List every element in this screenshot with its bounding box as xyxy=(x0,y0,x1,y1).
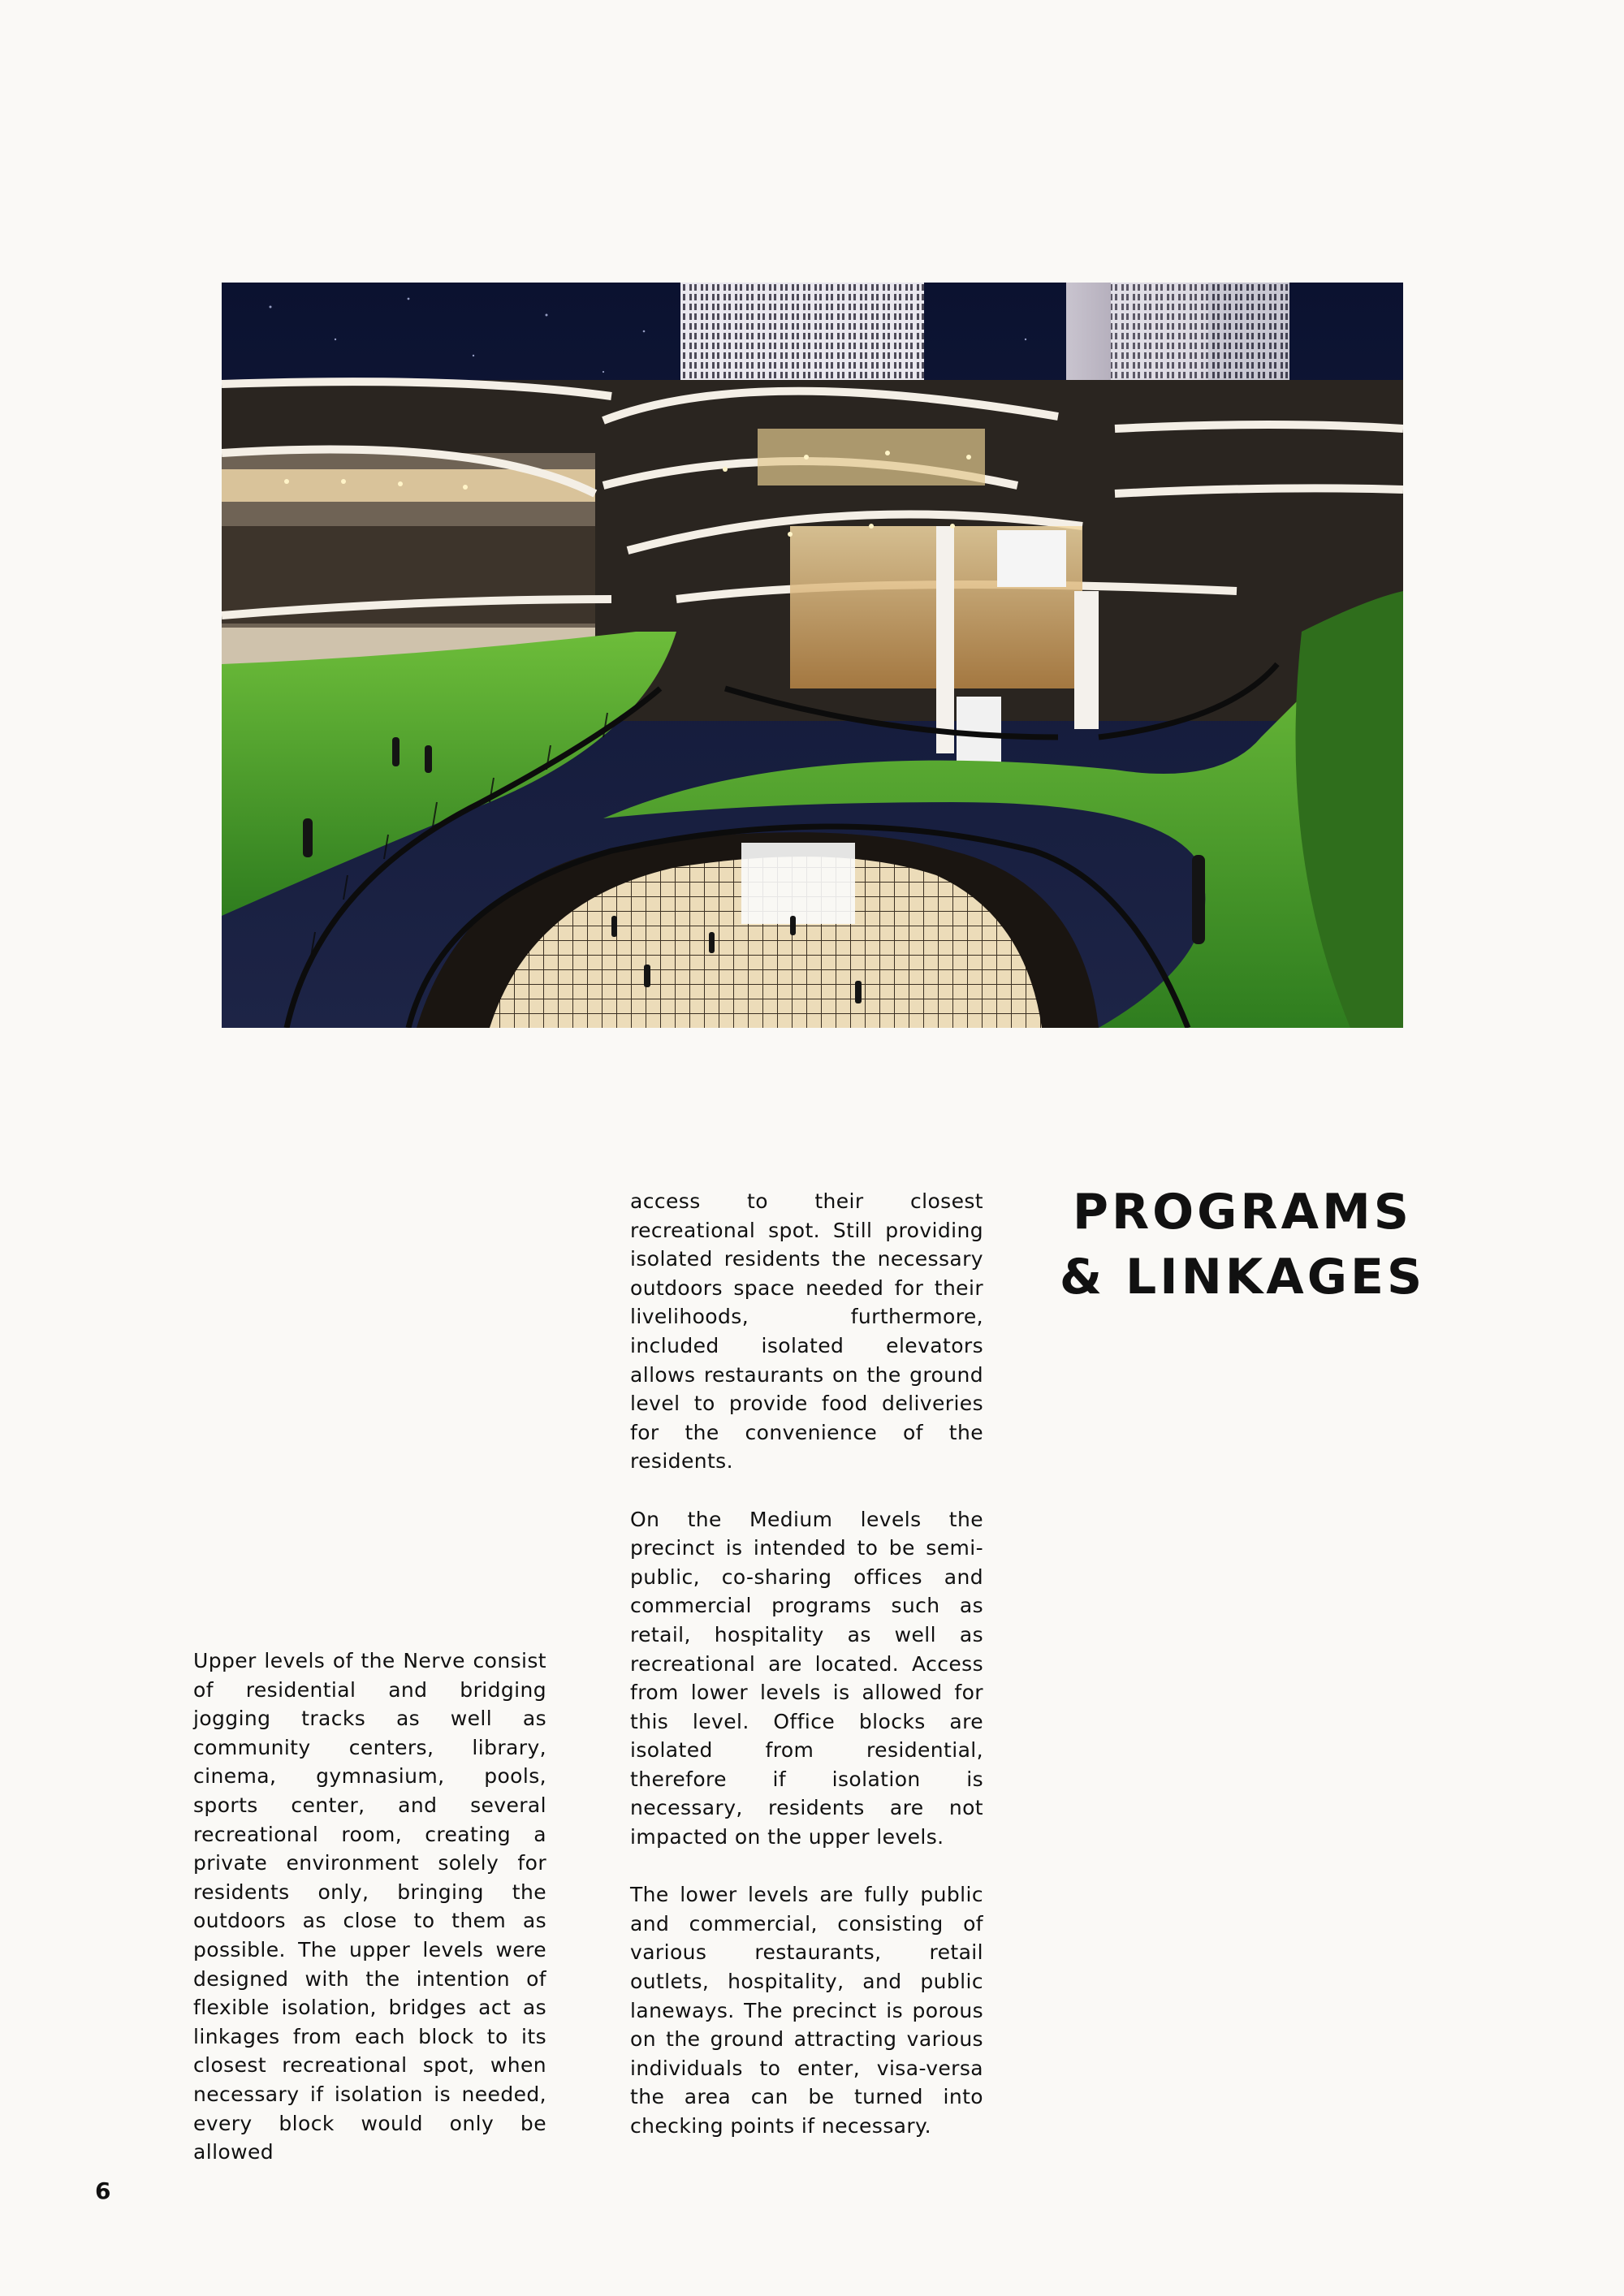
section-heading-line-1: PROGRAMS xyxy=(1073,1184,1412,1241)
isolation-access-paragraph: access to their closest recreational spot. Still providing isolated residents the necessary outdoors space needed for their livelihoods, furthermore, included isolated elevators allows restaurants on the ground level to provide food deliveries for the convenience of the residents. xyxy=(630,1189,983,1474)
section-heading-line-2: & LINKAGES xyxy=(1059,1249,1426,1306)
page-number: 6 xyxy=(95,2177,111,2204)
section-heading xyxy=(1047,1180,1437,1310)
lower-levels-paragraph: The lower levels are fully public and commercial, consisting of various restaurants, retail outlets, hospitality, and public laneways. The precinct is porous on the ground attracting various individuals to enter, visa-versa the area can be turned into checking points if necessary. xyxy=(630,1883,983,2138)
body-column-left xyxy=(193,1646,546,2167)
upper-levels-paragraph: Upper levels of the Nerve consist of residential and bridging jogging tracks as well as community centers, library, cinema, gymnasium, pools, sports center, and several recreational room, creating a private environment solely for residents only, bringing the outdoors as close to them as possible. The upper levels were designed with the intention of flexible isolation, bridges act as linkages from each block to its closest recreational spot, when necessary if isolation is needed, every block would only be allowed xyxy=(193,1649,546,2164)
body-column-middle xyxy=(630,1187,983,2141)
architectural-render-image xyxy=(222,283,1403,1028)
medium-levels-paragraph: On the Medium levels the precinct is intended to be semi-public, co-sharing offices and commercial programs such as retail, hospitality as well as recreational are located. Access from lower levels is allowed for this level. Office blocks are isolated from residential, therefore if isolation is necessary, residents are not impacted on the upper levels. xyxy=(630,1507,983,1849)
